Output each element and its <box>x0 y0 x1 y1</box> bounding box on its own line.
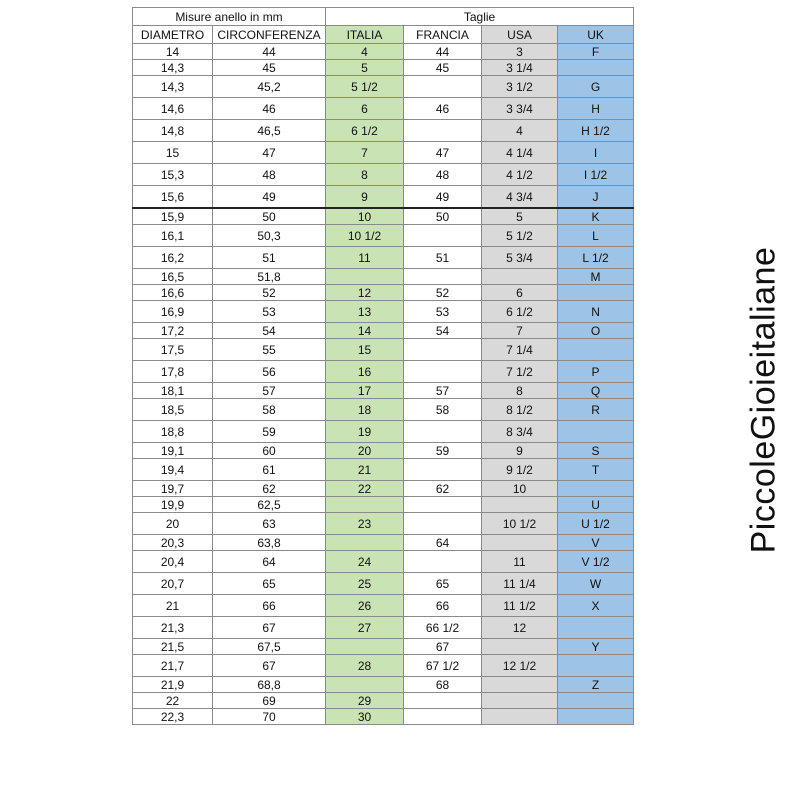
table-row <box>133 142 634 164</box>
cell-italia: 23 <box>326 513 404 535</box>
cell-italia: 11 <box>326 247 404 269</box>
cell-diametro: 14,3 <box>133 76 213 98</box>
cell-francia <box>404 339 482 361</box>
cell-diametro: 14,8 <box>133 120 213 142</box>
cell-uk: T <box>558 459 634 481</box>
cell-italia: 6 <box>326 98 404 120</box>
cell-uk: V <box>558 535 634 551</box>
cell-italia <box>326 639 404 655</box>
cell-francia: 49 <box>404 186 482 209</box>
column-header-circonferenza: CIRCONFERENZA <box>213 26 326 44</box>
cell-diametro: 17,2 <box>133 323 213 339</box>
cell-circonferenza: 44 <box>213 44 326 60</box>
cell-circonferenza: 67 <box>213 655 326 677</box>
cell-francia <box>404 709 482 725</box>
cell-francia: 46 <box>404 98 482 120</box>
cell-usa <box>482 497 558 513</box>
table-row <box>133 639 634 655</box>
cell-francia <box>404 120 482 142</box>
cell-circonferenza: 63 <box>213 513 326 535</box>
cell-francia <box>404 76 482 98</box>
cell-italia: 30 <box>326 709 404 725</box>
cell-diametro: 14,6 <box>133 98 213 120</box>
cell-uk <box>558 339 634 361</box>
table-row <box>133 60 634 76</box>
cell-francia: 68 <box>404 677 482 693</box>
cell-usa: 4 3/4 <box>482 186 558 209</box>
cell-diametro: 18,1 <box>133 383 213 399</box>
cell-uk: Y <box>558 639 634 655</box>
table-row <box>133 459 634 481</box>
cell-usa: 5 3/4 <box>482 247 558 269</box>
cell-uk: H <box>558 98 634 120</box>
size-rows <box>133 44 634 725</box>
cell-usa: 7 <box>482 323 558 339</box>
table-row <box>133 186 634 209</box>
cell-francia: 47 <box>404 142 482 164</box>
cell-italia: 14 <box>326 323 404 339</box>
table-row <box>133 208 634 225</box>
cell-usa <box>482 639 558 655</box>
cell-usa <box>482 269 558 285</box>
table-row <box>133 269 634 285</box>
cell-diametro: 16,1 <box>133 225 213 247</box>
cell-italia: 16 <box>326 361 404 383</box>
cell-francia: 58 <box>404 399 482 421</box>
cell-uk <box>558 617 634 639</box>
cell-italia: 12 <box>326 285 404 301</box>
cell-circonferenza: 49 <box>213 186 326 209</box>
cell-diametro: 18,5 <box>133 399 213 421</box>
cell-uk: U 1/2 <box>558 513 634 535</box>
cell-diametro: 15 <box>133 142 213 164</box>
cell-circonferenza: 62 <box>213 481 326 497</box>
cell-diametro: 15,6 <box>133 186 213 209</box>
cell-usa: 7 1/4 <box>482 339 558 361</box>
cell-italia: 7 <box>326 142 404 164</box>
cell-francia <box>404 551 482 573</box>
cell-usa <box>482 677 558 693</box>
table-row <box>133 383 634 399</box>
cell-italia <box>326 497 404 513</box>
cell-uk <box>558 655 634 677</box>
cell-uk <box>558 693 634 709</box>
table-row <box>133 339 634 361</box>
cell-uk <box>558 285 634 301</box>
ring-size-table-container <box>132 7 633 725</box>
cell-usa: 10 <box>482 481 558 497</box>
cell-uk <box>558 481 634 497</box>
table-row <box>133 693 634 709</box>
cell-uk: L 1/2 <box>558 247 634 269</box>
cell-italia: 26 <box>326 595 404 617</box>
cell-diametro: 22 <box>133 693 213 709</box>
cell-francia <box>404 693 482 709</box>
cell-circonferenza: 59 <box>213 421 326 443</box>
cell-italia: 9 <box>326 186 404 209</box>
cell-diametro: 21,3 <box>133 617 213 639</box>
cell-diametro: 20,4 <box>133 551 213 573</box>
cell-circonferenza: 68,8 <box>213 677 326 693</box>
cell-francia: 52 <box>404 285 482 301</box>
cell-uk: V 1/2 <box>558 551 634 573</box>
cell-usa: 12 <box>482 617 558 639</box>
cell-uk: P <box>558 361 634 383</box>
cell-diametro: 18,8 <box>133 421 213 443</box>
cell-usa: 7 1/2 <box>482 361 558 383</box>
cell-uk: U <box>558 497 634 513</box>
cell-francia: 66 1/2 <box>404 617 482 639</box>
cell-francia: 48 <box>404 164 482 186</box>
cell-diametro: 19,9 <box>133 497 213 513</box>
cell-francia: 67 <box>404 639 482 655</box>
cell-uk: X <box>558 595 634 617</box>
cell-circonferenza: 47 <box>213 142 326 164</box>
cell-italia: 5 <box>326 60 404 76</box>
cell-francia: 53 <box>404 301 482 323</box>
cell-usa: 4 1/4 <box>482 142 558 164</box>
cell-circonferenza: 56 <box>213 361 326 383</box>
cell-usa: 3 3/4 <box>482 98 558 120</box>
column-header-italia: ITALIA <box>326 26 404 44</box>
cell-usa: 6 1/2 <box>482 301 558 323</box>
cell-circonferenza: 65 <box>213 573 326 595</box>
cell-diametro: 16,9 <box>133 301 213 323</box>
cell-italia: 21 <box>326 459 404 481</box>
cell-usa: 4 1/2 <box>482 164 558 186</box>
cell-usa: 11 <box>482 551 558 573</box>
cell-usa: 6 <box>482 285 558 301</box>
cell-uk: Q <box>558 383 634 399</box>
cell-circonferenza: 64 <box>213 551 326 573</box>
cell-uk: J <box>558 186 634 209</box>
measures-group-header: Misure anello in mm <box>133 8 326 26</box>
table-row <box>133 399 634 421</box>
cell-diametro: 19,7 <box>133 481 213 497</box>
table-row <box>133 573 634 595</box>
cell-diametro: 20,3 <box>133 535 213 551</box>
cell-francia: 67 1/2 <box>404 655 482 677</box>
cell-circonferenza: 51,8 <box>213 269 326 285</box>
cell-francia: 57 <box>404 383 482 399</box>
cell-italia: 20 <box>326 443 404 459</box>
cell-usa: 12 1/2 <box>482 655 558 677</box>
cell-circonferenza: 69 <box>213 693 326 709</box>
cell-francia: 44 <box>404 44 482 60</box>
cell-diametro: 21 <box>133 595 213 617</box>
cell-circonferenza: 67 <box>213 617 326 639</box>
cell-circonferenza: 50,3 <box>213 225 326 247</box>
cell-circonferenza: 58 <box>213 399 326 421</box>
cell-italia <box>326 269 404 285</box>
cell-circonferenza: 45 <box>213 60 326 76</box>
cell-usa <box>482 693 558 709</box>
table-row <box>133 225 634 247</box>
cell-uk: F <box>558 44 634 60</box>
cell-uk: H 1/2 <box>558 120 634 142</box>
table-row <box>133 595 634 617</box>
cell-circonferenza: 66 <box>213 595 326 617</box>
cell-diametro: 21,9 <box>133 677 213 693</box>
cell-uk: S <box>558 443 634 459</box>
cell-francia <box>404 459 482 481</box>
table-row <box>133 76 634 98</box>
cell-diametro: 20 <box>133 513 213 535</box>
cell-circonferenza: 57 <box>213 383 326 399</box>
cell-francia: 62 <box>404 481 482 497</box>
cell-francia <box>404 421 482 443</box>
cell-usa: 10 1/2 <box>482 513 558 535</box>
cell-usa <box>482 709 558 725</box>
cell-circonferenza: 67,5 <box>213 639 326 655</box>
cell-usa: 3 <box>482 44 558 60</box>
table-row <box>133 301 634 323</box>
cell-uk: Z <box>558 677 634 693</box>
cell-usa: 3 1/2 <box>482 76 558 98</box>
table-row <box>133 164 634 186</box>
cell-usa: 8 3/4 <box>482 421 558 443</box>
cell-circonferenza: 46,5 <box>213 120 326 142</box>
cell-uk: M <box>558 269 634 285</box>
column-header-row <box>133 26 634 44</box>
cell-circonferenza: 48 <box>213 164 326 186</box>
cell-diametro: 21,7 <box>133 655 213 677</box>
cell-usa <box>482 535 558 551</box>
cell-uk <box>558 60 634 76</box>
table-row <box>133 481 634 497</box>
cell-francia: 51 <box>404 247 482 269</box>
table-row <box>133 421 634 443</box>
cell-circonferenza: 63,8 <box>213 535 326 551</box>
cell-usa: 8 1/2 <box>482 399 558 421</box>
cell-diametro: 21,5 <box>133 639 213 655</box>
cell-diametro: 16,6 <box>133 285 213 301</box>
cell-uk: G <box>558 76 634 98</box>
cell-francia: 59 <box>404 443 482 459</box>
cell-diametro: 20,7 <box>133 573 213 595</box>
cell-italia: 6 1/2 <box>326 120 404 142</box>
table-row <box>133 285 634 301</box>
cell-francia: 65 <box>404 573 482 595</box>
cell-circonferenza: 54 <box>213 323 326 339</box>
cell-italia: 29 <box>326 693 404 709</box>
column-header-uk: UK <box>558 26 634 44</box>
table-row <box>133 513 634 535</box>
table-row <box>133 535 634 551</box>
table-row <box>133 443 634 459</box>
cell-diametro: 15,9 <box>133 208 213 225</box>
cell-circonferenza: 45,2 <box>213 76 326 98</box>
cell-diametro: 19,1 <box>133 443 213 459</box>
cell-francia <box>404 225 482 247</box>
cell-italia: 5 1/2 <box>326 76 404 98</box>
table-row <box>133 677 634 693</box>
column-header-diametro: DIAMETRO <box>133 26 213 44</box>
cell-italia <box>326 535 404 551</box>
cell-usa: 11 1/2 <box>482 595 558 617</box>
cell-italia: 10 1/2 <box>326 225 404 247</box>
cell-uk: W <box>558 573 634 595</box>
cell-circonferenza: 53 <box>213 301 326 323</box>
cell-uk: K <box>558 208 634 225</box>
cell-circonferenza: 62,5 <box>213 497 326 513</box>
cell-usa: 11 1/4 <box>482 573 558 595</box>
cell-francia: 50 <box>404 208 482 225</box>
cell-circonferenza: 51 <box>213 247 326 269</box>
table-row <box>133 655 634 677</box>
group-header-row <box>133 8 634 26</box>
cell-usa: 4 <box>482 120 558 142</box>
column-header-usa: USA <box>482 26 558 44</box>
cell-circonferenza: 50 <box>213 208 326 225</box>
cell-diametro: 22,3 <box>133 709 213 725</box>
cell-usa: 5 1/2 <box>482 225 558 247</box>
cell-uk: I 1/2 <box>558 164 634 186</box>
cell-diametro: 14 <box>133 44 213 60</box>
cell-italia: 28 <box>326 655 404 677</box>
cell-uk: L <box>558 225 634 247</box>
cell-diametro: 17,8 <box>133 361 213 383</box>
cell-francia: 54 <box>404 323 482 339</box>
cell-francia <box>404 361 482 383</box>
cell-circonferenza: 60 <box>213 443 326 459</box>
cell-uk: N <box>558 301 634 323</box>
cell-italia: 25 <box>326 573 404 595</box>
cell-usa: 9 1/2 <box>482 459 558 481</box>
cell-diametro: 16,5 <box>133 269 213 285</box>
cell-francia: 64 <box>404 535 482 551</box>
ring-size-table <box>132 7 634 725</box>
cell-italia: 13 <box>326 301 404 323</box>
cell-usa: 8 <box>482 383 558 399</box>
table-row <box>133 120 634 142</box>
cell-circonferenza: 70 <box>213 709 326 725</box>
cell-italia: 10 <box>326 208 404 225</box>
cell-diametro: 19,4 <box>133 459 213 481</box>
column-header-francia: FRANCIA <box>404 26 482 44</box>
cell-italia: 22 <box>326 481 404 497</box>
cell-italia: 8 <box>326 164 404 186</box>
cell-diametro: 16,2 <box>133 247 213 269</box>
table-row <box>133 709 634 725</box>
cell-italia <box>326 677 404 693</box>
table-row <box>133 247 634 269</box>
cell-circonferenza: 46 <box>213 98 326 120</box>
cell-diametro: 14,3 <box>133 60 213 76</box>
cell-italia: 15 <box>326 339 404 361</box>
cell-italia: 4 <box>326 44 404 60</box>
cell-diametro: 17,5 <box>133 339 213 361</box>
cell-uk: O <box>558 323 634 339</box>
cell-francia <box>404 269 482 285</box>
cell-francia <box>404 497 482 513</box>
cell-italia: 24 <box>326 551 404 573</box>
table-row <box>133 497 634 513</box>
cell-usa: 5 <box>482 208 558 225</box>
table-row <box>133 323 634 339</box>
cell-circonferenza: 55 <box>213 339 326 361</box>
cell-uk: I <box>558 142 634 164</box>
cell-usa: 3 1/4 <box>482 60 558 76</box>
cell-usa: 9 <box>482 443 558 459</box>
cell-francia: 45 <box>404 60 482 76</box>
cell-circonferenza: 61 <box>213 459 326 481</box>
table-row <box>133 98 634 120</box>
cell-italia: 27 <box>326 617 404 639</box>
table-row <box>133 361 634 383</box>
sizes-group-header: Taglie <box>326 8 634 26</box>
cell-italia: 18 <box>326 399 404 421</box>
table-row <box>133 551 634 573</box>
cell-uk <box>558 709 634 725</box>
cell-uk <box>558 421 634 443</box>
cell-francia: 66 <box>404 595 482 617</box>
cell-francia <box>404 513 482 535</box>
cell-italia: 19 <box>326 421 404 443</box>
table-row <box>133 617 634 639</box>
table-row <box>133 44 634 60</box>
cell-uk: R <box>558 399 634 421</box>
watermark-text: PiccoleGioieitaliane <box>744 246 783 554</box>
cell-diametro: 15,3 <box>133 164 213 186</box>
cell-circonferenza: 52 <box>213 285 326 301</box>
cell-italia: 17 <box>326 383 404 399</box>
